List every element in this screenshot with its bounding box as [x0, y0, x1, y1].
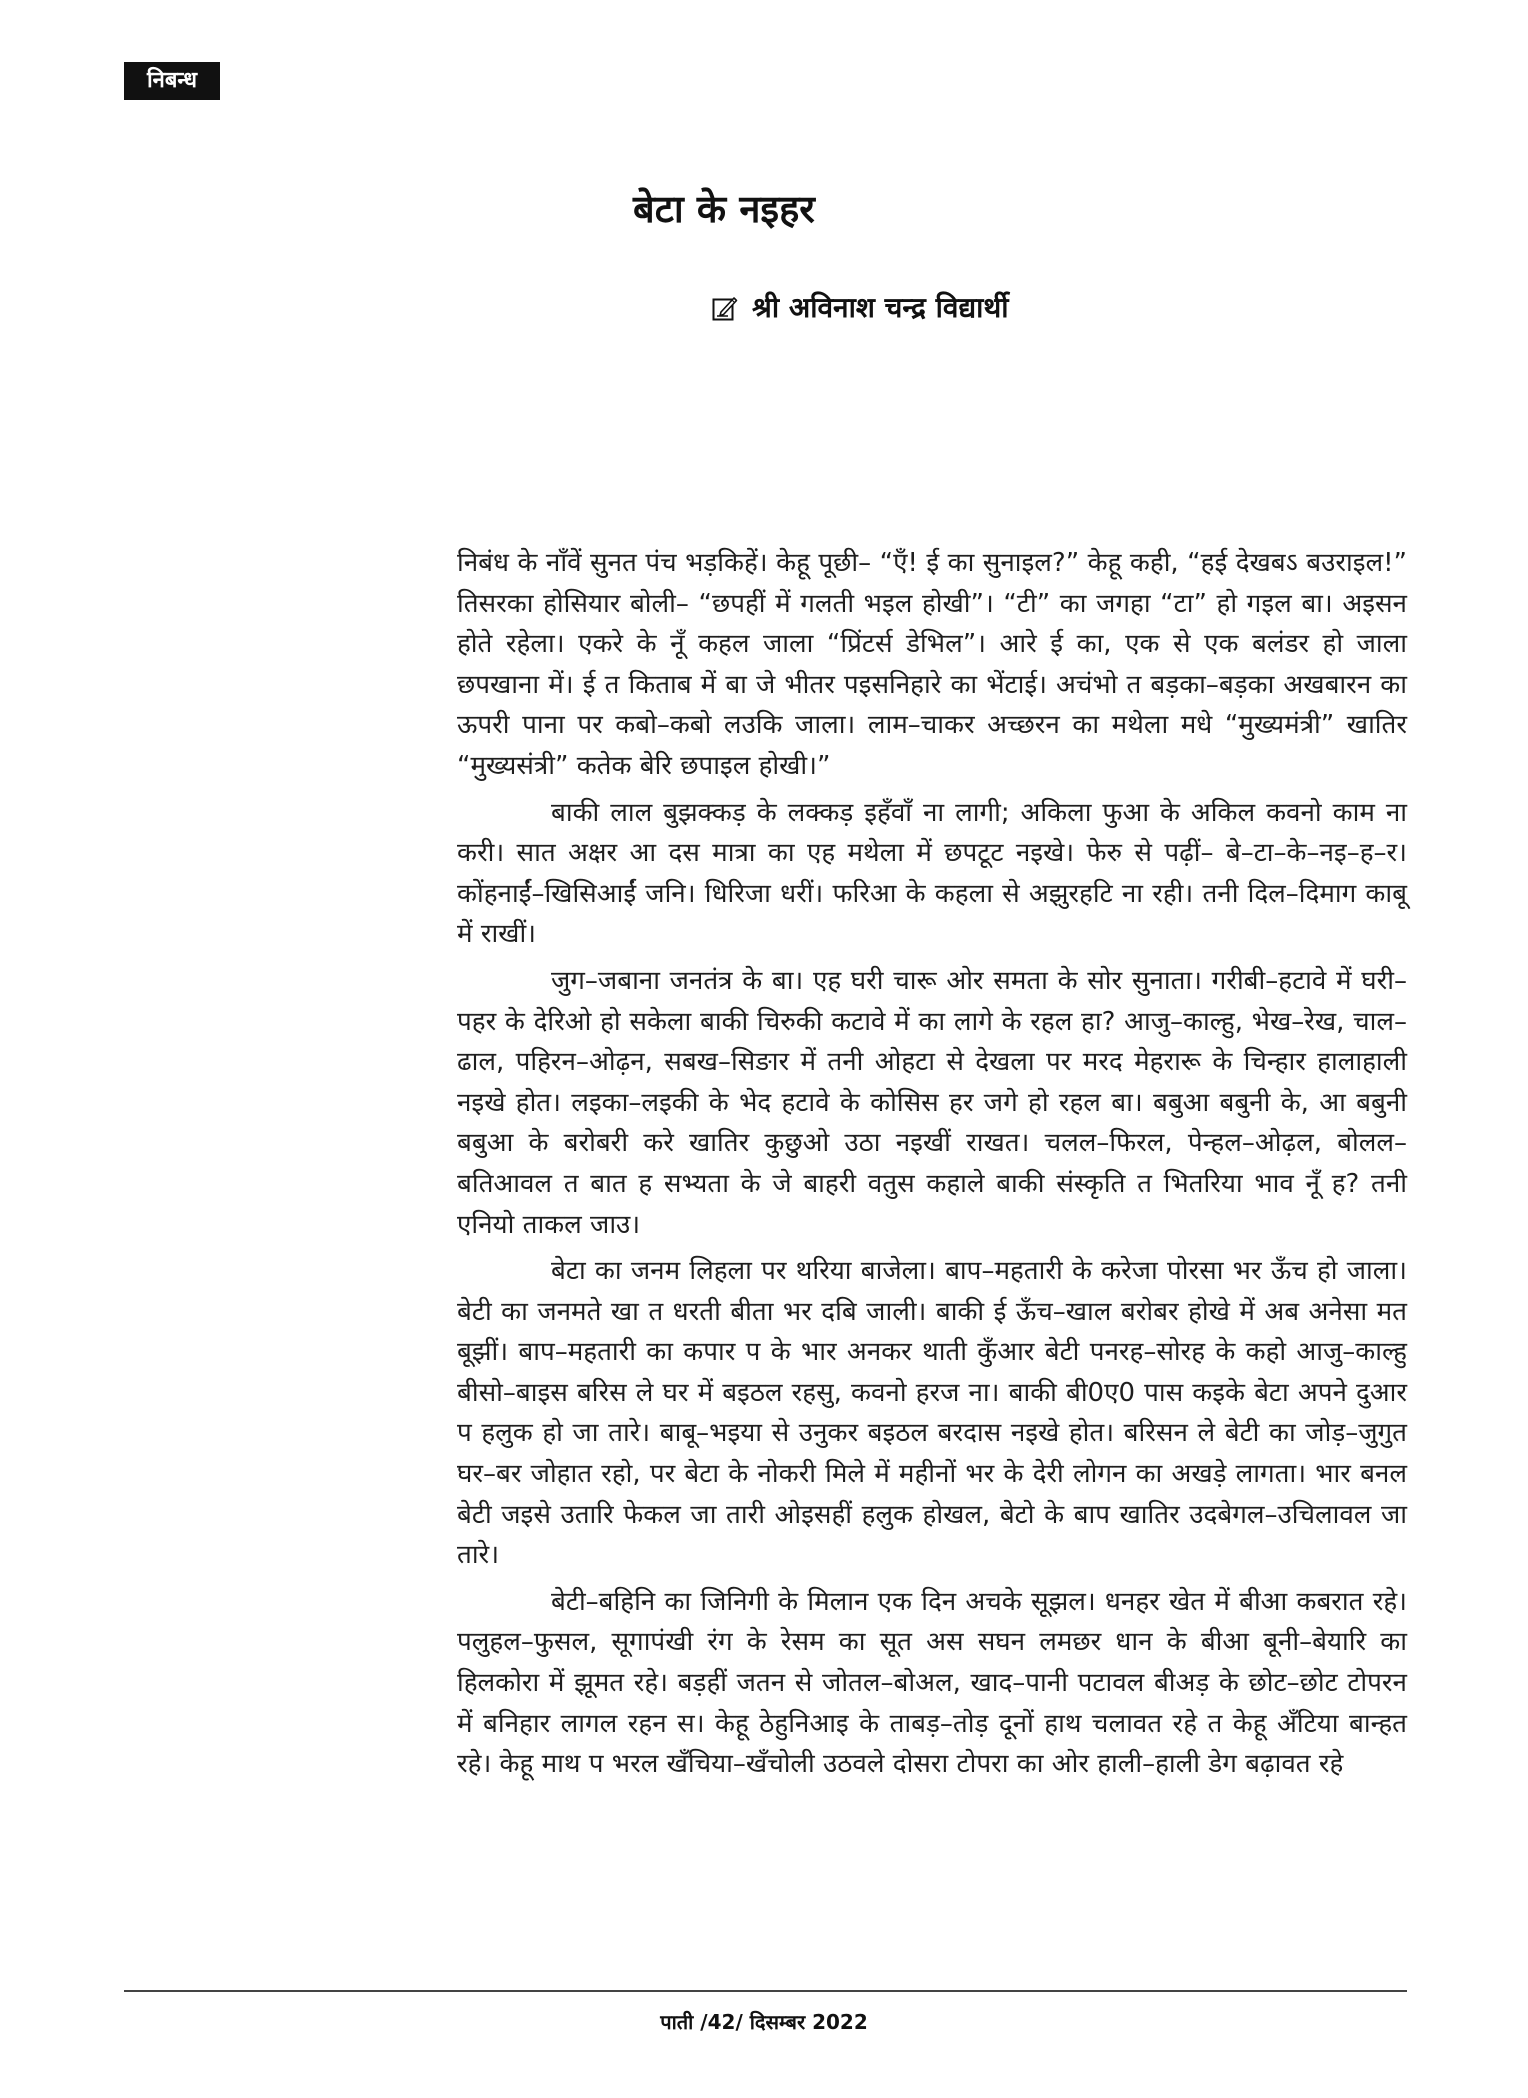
article-title: बेटा के नइहर [633, 187, 815, 231]
byline [712, 290, 1009, 326]
author-name: श्री अविनाश चन्द्र विद्यार्थी [752, 291, 1009, 324]
paragraph: बेटी–बहिनि का जिनिगी के मिलान एक दिन अचके सूझल। धनहर खेत में बीआ कबरात रहे। पलुहल–फुसल, सूगापंखी रंग के रेसम का सूत अस सघन लमछर धान के बीआ बूनी–बेयारि का हिलकोरा में झूमत रहे। बड़हीं जतन से जोतल–बोअल, खाद–पानी पटावल बीअड़ के छोट–छोट टोपरन में बनिहार लागल रहन स। केहू ठेहुनिआइ के ताबड़–तोड़ दूनों हाथ चलावत रहे त केहू अँटिया बान्हत रहे। केहू माथ प भरल खँचिया–खँचोली उठवले दोसरा टोपरा का ओर हाली–हाली डेग बढ़ावत रहे [457, 1586, 1407, 1780]
article-body [457, 543, 1407, 1791]
paragraph: बेटा का जनम लिहला पर थरिया बाजेला। बाप–महतारी के करेजा पोरसा भर ऊँच हो जाला। बेटी का जनमते खा त धरती बीता भर दबि जाली। बाकी ई ऊँच–खाल बरोबर होखे में अब अनेसा मत बूझीं। बाप–महतारी का कपार प के भार अनकर थाती कुँआर बेटी पनरह–सोरह के कहो आजु–काल्हु बीसो–बाइस बरिस ले घर में बइठल रहसु, कवनो हरज ना। बाकी बी0ए0 पास कइके बेटा अपने दुआर प हलुक हो जा तारे। बाबू–भइया से उनुकर बइठल बरदास नइखे होत। बरिसन ले बेटी का जोड़–जुगुत घर–बर जोहात रहो, पर बेटा के नोकरी मिले में महीनों भर के देरी लोगन का अखड़े लागता। भार बनल बेटी जइसे उतारि फेकल जा तारी ओइसहीं हलुक होखल, बेटो के बाप खातिर उदबेगल–उचिलावल जा तारे। [457, 1256, 1407, 1571]
section-tag: निबन्ध [124, 62, 220, 100]
paragraph: निबंध के नाँवें सुनत पंच भड़किहें। केहू पूछी– “एँ! ई का सुनाइल?” केहू कही, “हई देखबऽ बउराइल!” तिसरका होसियार बोली– “छपहीं में गलती भइल होखी”। “टी” का जगहा “टा” हो गइल बा। अइसन होते रहेला। एकरे के नूँ कहल जाला “प्रिंटर्स डेभिल”। आरे ई का, एक से एक बलंडर हो जाला छपखाना में। ई त किताब में बा जे भीतर पइसनिहारे का भेंटाई। अचंभो त बड़का–बड़का अखबारन का ऊपरी पाना पर कबो–कबो लउकि जाला। लाम–चाकर अच्छरन का मथेला मधे “मुख्यमंत्री” खातिर “मुख्यसंत्री” कतेक बेरि छपाइल होखी।” [457, 548, 1407, 781]
pen-on-paper-icon [712, 295, 738, 321]
paragraph: जुग–जबाना जनतंत्र के बा। एह घरी चारू ओर समता के सोर सुनाता। गरीबी–हटावे में घरी–पहर के देरिओ हो सकेला बाकी चिरुकी कटावे में का लागे के रहल हा? आजु–काल्हु, भेख–रेख, चाल–ढाल, पहिरन–ओढ़न, सबख–सिङार में तनी ओहटा से देखला पर मरद मेहरारू के चिन्हार हालाहाली नइखे होत। लइका–लइकी के भेद हटावे के कोसिस हर जगे हो रहल बा। बबुआ बबुनी के, आ बबुनी बबुआ के बरोबरी करे खातिर कुछुओ उठा नइखीं राखत। चलल–फिरल, पेन्हल–ओढ़ल, बोलल–बतिआवल त बात ह सभ्यता के जे बाहरी वतुस कहाले बाकी संस्कृति त भितरिया भाव नूँ ह? तनी एनियो ताकल जाउ। [457, 965, 1407, 1240]
footer-divider [124, 1990, 1407, 1992]
paragraph: बाकी लाल बुझक्कड़ के लक्कड़ इहँवाँ ना लागी; अकिला फुआ के अकिल कवनो काम ना करी। सात अक्षर आ दस मात्रा का एह मथेला में छपटूट नइखे। फेरु से पढ़ीं– बे–टा–के–नइ–ह–र। कोंहनाईं–खिसिआईं जनि। धिरिजा धरीं। फरिआ के कहला से अझुरहटि ना रही। तनी दिल–दिमाग काबू में राखीं। [457, 797, 1407, 950]
page-footer: पाती /42/ दिसम्बर 2022 [660, 2010, 868, 2034]
